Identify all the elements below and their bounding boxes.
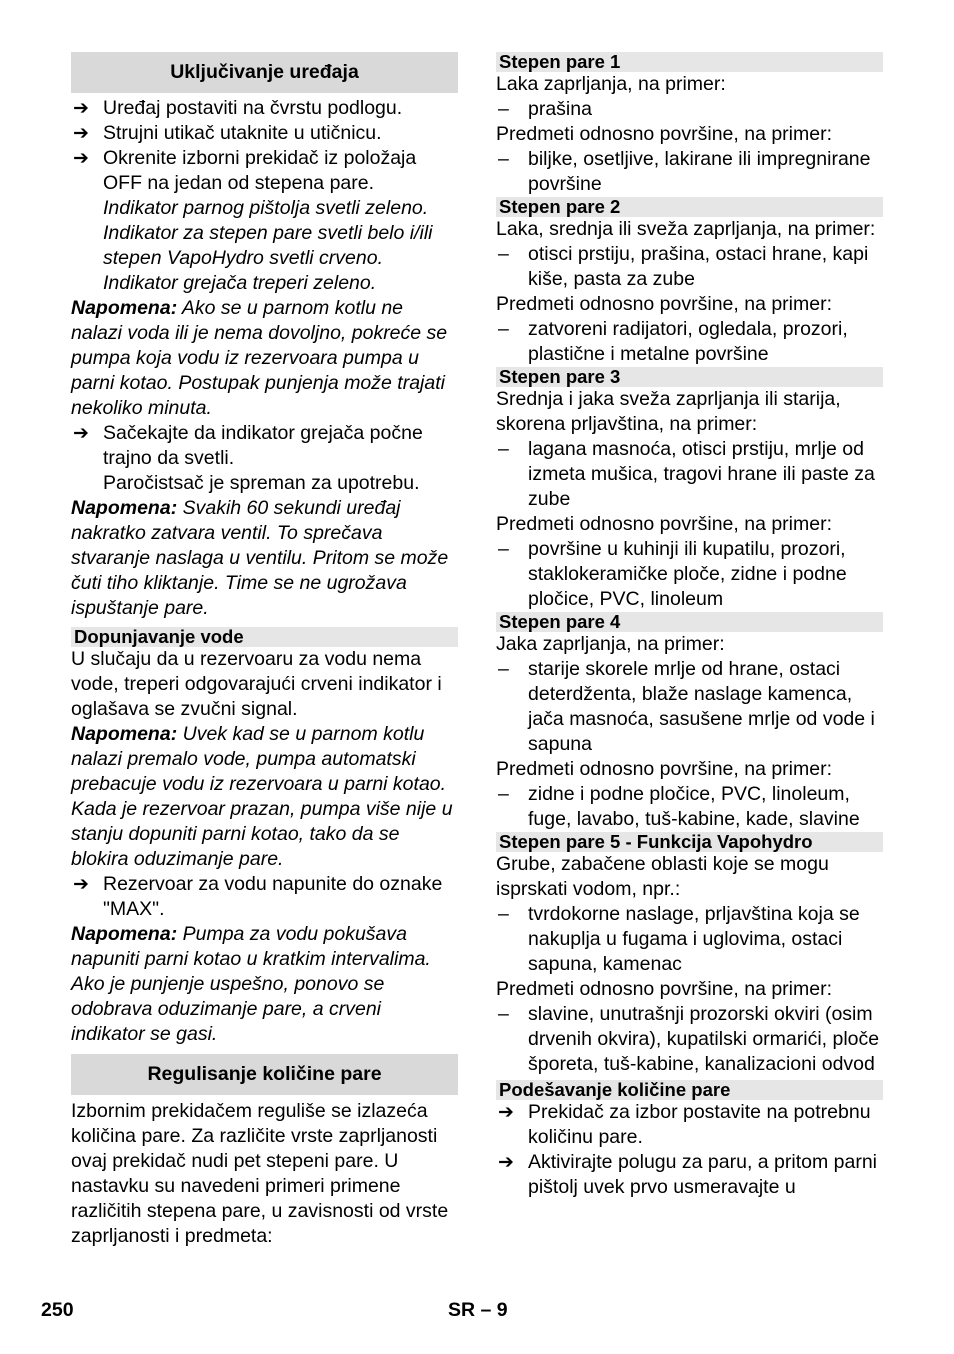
ready-text: Paročistsač je spreman za upotrebu. — [103, 472, 420, 494]
step-item: ➔ Sačekajte da indikator grejača počne trajno da svetli. — [73, 422, 423, 469]
page-number: 250 — [41, 1299, 74, 1321]
arrow-right-icon: ➔ — [73, 874, 89, 895]
section-label: SR – 9 — [448, 1299, 508, 1321]
note: Napomena: Uvek kad se u parnom kotlu nalazi premalo vode, pumpa automatski prebacuje vodu iz rezervoara u parni kotao. Kada je rezervoar prazan, pumpa više nije u stanju dopuniti parni kotao, tako da se blokira oduzimanje pare. — [71, 723, 453, 870]
note: Napomena: Pumpa za vodu pokušava napuniti parni kotao u kratkim intervalima. Ako je punjenje uspešno, ponovo se odobrava oduzimanje pare, a crveni indikator se gasi. — [71, 923, 431, 1045]
step-item: ➔ Prekidač za izbor postavite na potrebnu količinu pare. — [498, 1101, 871, 1148]
indicator-result: Indikator za stepen pare svetli belo i/ili stepen VapoHydro svetli crveno. — [103, 222, 433, 269]
list-item: – slavine, unutrašnji prozorski okviri (osim drvenih okvira), kupatilski ormarići, ploče šporeta, tuš-kabine, kanalizacioni odvod — [498, 1003, 880, 1075]
step-item: ➔ Rezervoar za vodu napunite do oznake "MAX". — [73, 873, 443, 920]
dash-bullet: – — [498, 148, 509, 170]
step-item: ➔ Strujni utikač utaknite u utičnicu. — [73, 122, 382, 144]
list-item: – zatvoreni radijatori, ogledala, prozori, plastične i metalne površine — [498, 318, 848, 365]
dirt-intro: Grube, zabačene oblasti koje se mogu isprskati vodom, npr.: — [496, 853, 829, 900]
dirt-intro: Laka zaprljanja, na primer: — [496, 73, 726, 95]
dash-bullet: – — [498, 903, 509, 925]
objects-intro: Predmeti odnosno površine, na primer: — [496, 758, 833, 780]
arrow-right-icon: ➔ — [73, 98, 89, 119]
refill-text: U slučaju da u rezervoaru za vodu nema vode, treperi odgovarajući crveni indikator i oglašava se zvučni signal. — [71, 648, 442, 720]
subheading-level-3: Stepen pare 3 — [496, 367, 883, 387]
step-item: ➔ Aktivirajte polugu za paru, a pritom parni pištolj uvek prvo usmeravajte u — [498, 1151, 878, 1198]
objects-intro: Predmeti odnosno površine, na primer: — [496, 978, 833, 1000]
dash-bullet: – — [498, 1003, 509, 1025]
objects-intro: Predmeti odnosno površine, na primer: — [496, 513, 833, 535]
subheading-level-1: Stepen pare 1 — [496, 52, 883, 72]
list-item: – biljke, osetljive, lakirane ili impregnirane površine — [498, 148, 871, 195]
dirt-intro: Srednja i jaka sveža zaprljanja ili starija, skorena prljavština, na primer: — [496, 388, 841, 435]
list-item: – lagana masnoća, otisci prstiju, mrlje od izmeta mušica, tragovi hrane ili paste za zube — [498, 438, 875, 510]
dash-bullet: – — [498, 318, 509, 340]
section-heading-switch-on: Uključivanje uređaja — [71, 52, 458, 93]
subheading-adjust-steam: Podešavanje količine pare — [496, 1080, 883, 1100]
dash-bullet: – — [498, 783, 509, 805]
indicator-result: Indikator parnog pištolja svetli zeleno. — [103, 197, 429, 219]
indicator-result: Indikator grejača treperi zeleno. — [103, 272, 377, 294]
dirt-intro: Jaka zaprljanja, na primer: — [496, 633, 725, 655]
dirt-intro: Laka, srednja ili sveža zaprljanja, na primer: — [496, 218, 876, 240]
subheading-level-2: Stepen pare 2 — [496, 197, 883, 217]
objects-intro: Predmeti odnosno površine, na primer: — [496, 123, 833, 145]
arrow-right-icon: ➔ — [73, 148, 89, 169]
objects-intro: Predmeti odnosno površine, na primer: — [496, 293, 833, 315]
regulate-text: Izbornim prekidačem reguliše se izlazeća količina pare. Za različite vrste zaprljanosti ovaj prekidač nudi pet stepeni pare. U nastavku su navedeni primeri primene različitih stepena pare, u zavisnosti od vrste zaprljanosti i predmeta: — [71, 1100, 449, 1247]
subheading-level-4: Stepen pare 4 — [496, 612, 883, 632]
arrow-right-icon: ➔ — [73, 123, 89, 144]
list-item: – prašina — [498, 98, 592, 120]
dash-bullet: – — [498, 438, 509, 460]
section-heading-steam-regulation: Regulisanje količine pare — [71, 1054, 458, 1095]
arrow-right-icon: ➔ — [498, 1102, 514, 1123]
dash-bullet: – — [498, 658, 509, 680]
list-item: – zidne i podne pločice, PVC, linoleum, fuge, lavabo, tuš-kabine, kade, slavine — [498, 783, 860, 830]
dash-bullet: – — [498, 243, 509, 265]
arrow-right-icon: ➔ — [498, 1152, 514, 1173]
note: Napomena: Svakih 60 sekundi uređaj nakratko zatvara ventil. To sprečava stvaranje naslaga u ventilu. Pritom se može čuti tiho kliktanje. Time se ne ugrožava ispuštanje pare. — [71, 497, 449, 619]
left-column — [71, 52, 458, 1249]
subheading-level-5: Stepen pare 5 - Funkcija Vapohydro — [496, 832, 883, 852]
list-item: – otisci prstiju, prašina, ostaci hrane, kapi kiše, pasta za zube — [498, 243, 869, 290]
list-item: – tvrdokorne naslage, prljavština koja se nakuplja u fugama i uglovima, ostaci sapuna, kamenac — [498, 903, 860, 975]
note: Napomena: Ako se u parnom kotlu ne nalazi voda ili je nema dovoljno, pokreće se pumpa koja vodu iz rezervoara pumpa u parni kotao. Postupak punjenja može trajati nekoliko minuta. — [71, 297, 448, 419]
right-column — [496, 52, 883, 1200]
dash-bullet: – — [498, 98, 509, 120]
list-item: – površine u kuhinji ili kupatilu, prozori, staklokeramičke ploče, zidne i podne pločice, PVC, linoleum — [498, 538, 847, 610]
subheading-refill: Dopunjavanje vode — [71, 627, 458, 647]
dash-bullet: – — [498, 538, 509, 560]
step-item: ➔ Uređaj postaviti na čvrstu podlogu. — [73, 97, 403, 119]
arrow-right-icon: ➔ — [73, 423, 89, 444]
list-item: – starije skorele mrlje od hrane, ostaci deterdženta, blaže naslage kamenca, jača masnoća, sasušene mrlje od vode i sapuna — [498, 658, 875, 755]
step-item: ➔ Okrenite izborni prekidač iz položaja OFF na jedan od stepena pare. — [73, 147, 417, 194]
